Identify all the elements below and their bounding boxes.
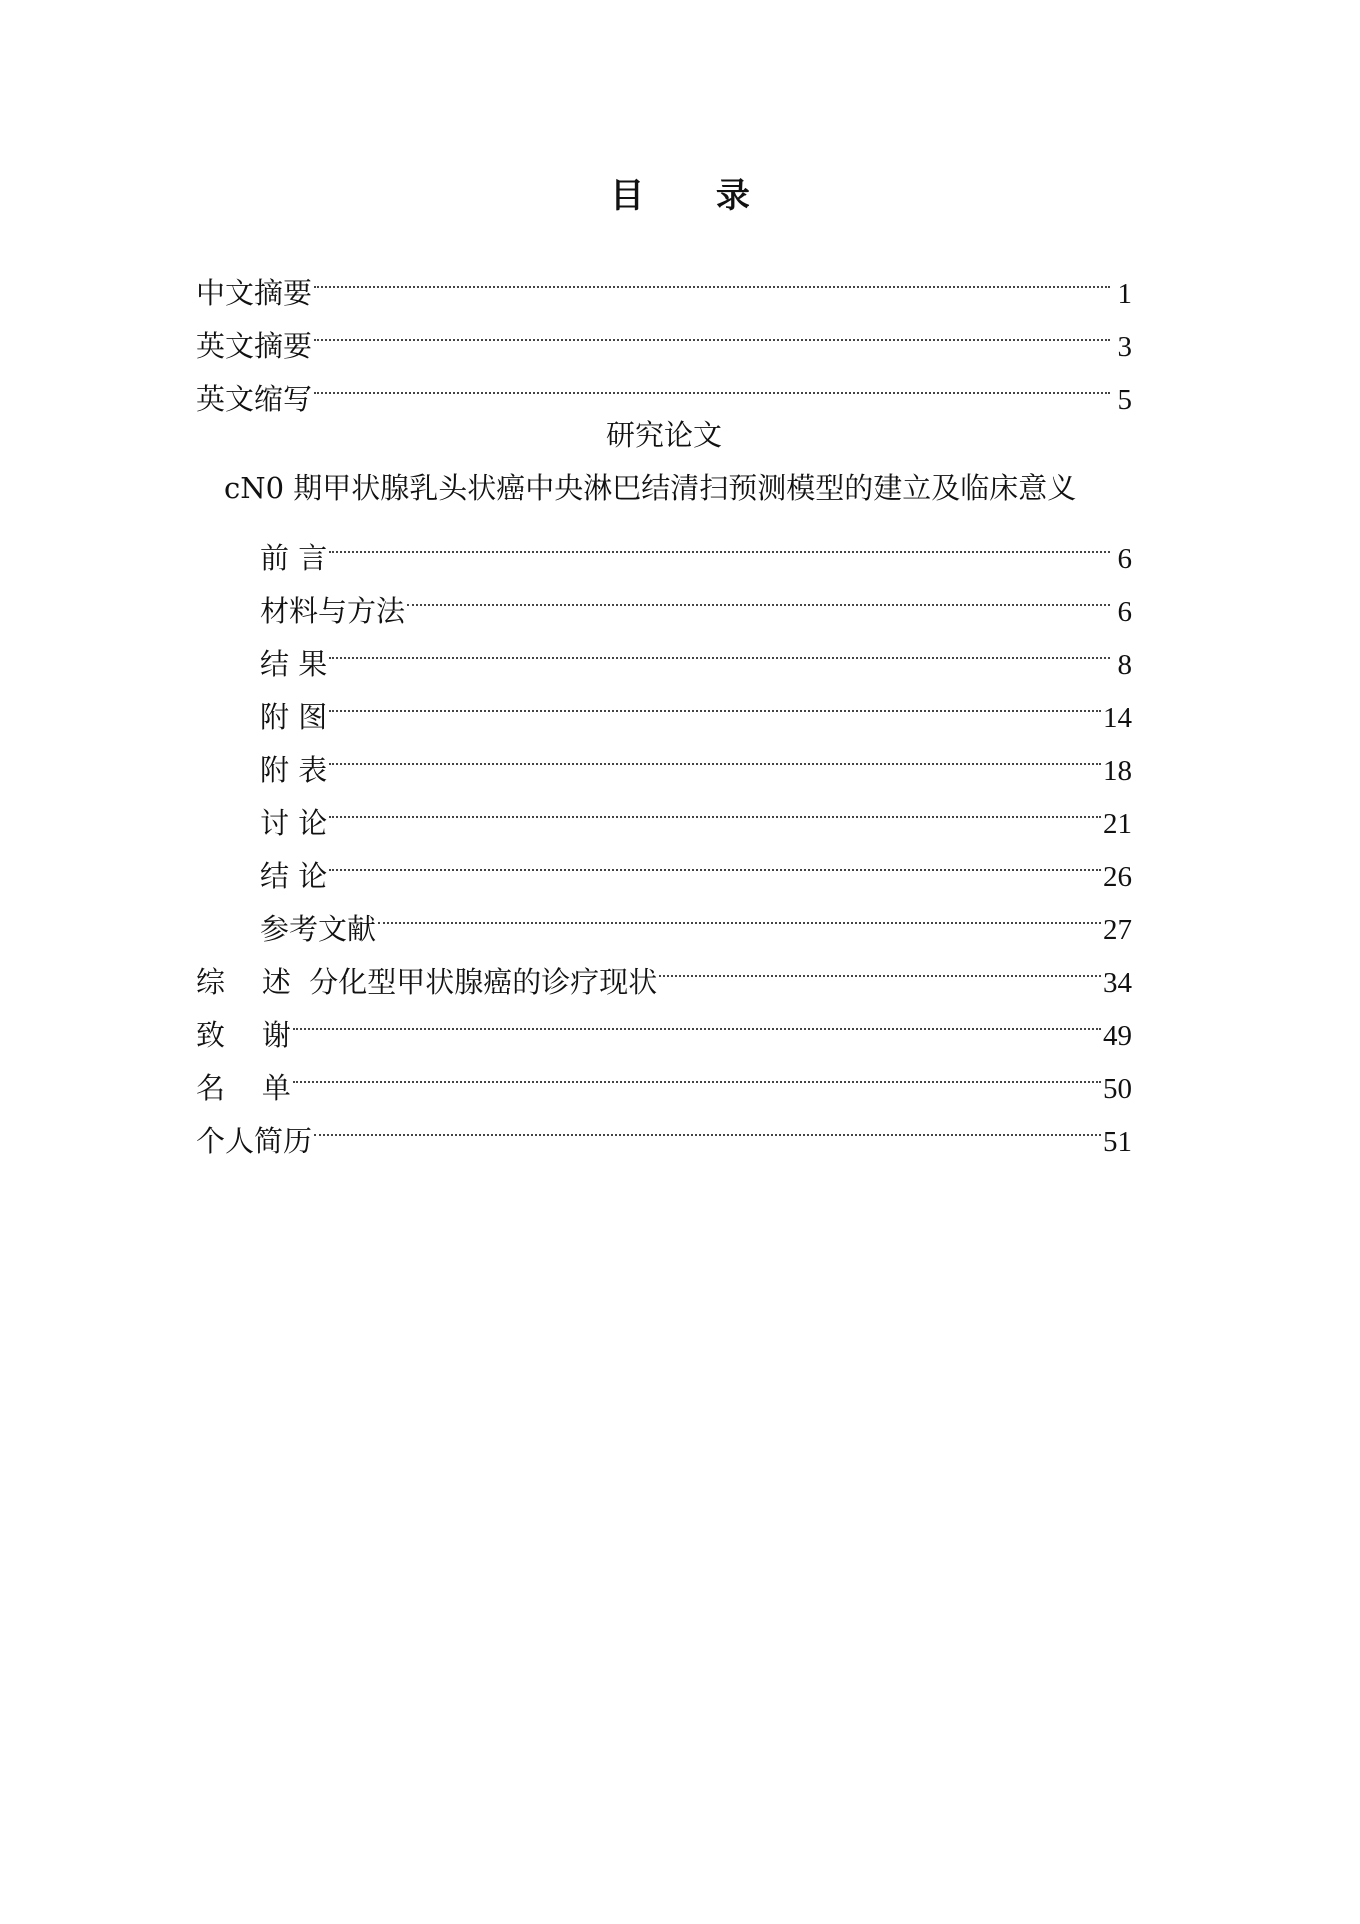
section-heading: 研究论文 — [605, 418, 722, 452]
dot-leader — [293, 992, 1101, 1045]
toc-entry-page: 18 — [1103, 755, 1132, 787]
dot-leader — [329, 727, 1101, 780]
page-title: 目 录 — [610, 176, 780, 216]
toc-entry-label: 附 表 — [260, 753, 328, 787]
toc-entry-label: 材料与方法 — [260, 594, 406, 628]
dot-leader — [329, 780, 1101, 833]
toc-entry-english-abstract[interactable] — [196, 303, 1132, 363]
dot-leader — [314, 356, 1110, 409]
toc-entry-page: 5 — [1117, 384, 1132, 416]
toc-entry-page: 27 — [1103, 914, 1132, 946]
toc-entry-page: 14 — [1103, 702, 1132, 734]
toc-entry-references[interactable] — [196, 886, 1132, 946]
dot-leader — [314, 1098, 1101, 1151]
toc-entry-discussion[interactable] — [196, 780, 1132, 840]
toc-entry-page: 8 — [1117, 649, 1132, 681]
toc-entry-label: 致 谢 — [196, 1018, 291, 1052]
toc-entry-page: 50 — [1103, 1073, 1132, 1105]
toc-entry-conclusion[interactable] — [196, 833, 1132, 893]
dot-leader — [407, 568, 1110, 621]
dot-leader — [329, 515, 1110, 568]
toc-entry-acknowledgements[interactable] — [196, 992, 1132, 1052]
toc-entry-label: 名 单 — [196, 1071, 291, 1105]
toc-entry-page: 34 — [1103, 967, 1132, 999]
toc-entry-label: 结 论 — [260, 859, 328, 893]
toc-entry-page: 49 — [1103, 1020, 1132, 1052]
toc-entry-page: 26 — [1103, 861, 1132, 893]
toc-entry-page: 3 — [1117, 331, 1132, 363]
toc-entry-page: 51 — [1103, 1126, 1132, 1158]
toc-entry-label: 讨 论 — [260, 806, 328, 840]
dot-leader — [314, 303, 1110, 356]
toc-entry-label: 结 果 — [260, 647, 328, 681]
table-of-contents — [196, 250, 1132, 1158]
toc-entry-label: 个人简历 — [196, 1124, 313, 1158]
toc-entry-label: 前 言 — [260, 541, 328, 575]
toc-entry-figures[interactable] — [196, 674, 1132, 734]
dot-leader — [293, 1045, 1101, 1098]
toc-entry-resume[interactable] — [196, 1098, 1132, 1158]
toc-entry-results[interactable] — [196, 621, 1132, 681]
toc-entry-label: 参考文献 — [260, 912, 377, 946]
toc-entry-page: 6 — [1117, 596, 1132, 628]
toc-entry-label: 英文摘要 — [196, 329, 313, 363]
dot-leader — [329, 674, 1101, 727]
dot-leader — [329, 621, 1110, 674]
toc-entry-page: 6 — [1117, 543, 1132, 575]
toc-entry-methods[interactable] — [196, 568, 1132, 628]
dot-leader — [314, 250, 1110, 303]
toc-entry-roster[interactable] — [196, 1045, 1132, 1105]
toc-entry-chinese-abstract[interactable] — [196, 250, 1132, 310]
toc-entry-label: 中文摘要 — [196, 276, 313, 310]
dot-leader — [378, 886, 1101, 939]
toc-entry-page: 21 — [1103, 808, 1132, 840]
toc-entry-label: 英文缩写 — [196, 382, 313, 416]
dot-leader — [329, 833, 1101, 886]
toc-entry-page: 1 — [1117, 278, 1132, 310]
toc-entry-tables[interactable] — [196, 727, 1132, 787]
paper-title: cN0 期甲状腺乳头状癌中央淋巴结清扫预测模型的建立及临床意义 — [224, 471, 1077, 505]
toc-entry-label: 附 图 — [260, 700, 328, 734]
toc-entry-introduction[interactable] — [196, 515, 1132, 575]
toc-entry-label: 综 述 分化型甲状腺癌的诊疗现状 — [196, 965, 658, 999]
dot-leader — [659, 939, 1101, 992]
toc-entry-abbreviations[interactable] — [196, 356, 1132, 416]
